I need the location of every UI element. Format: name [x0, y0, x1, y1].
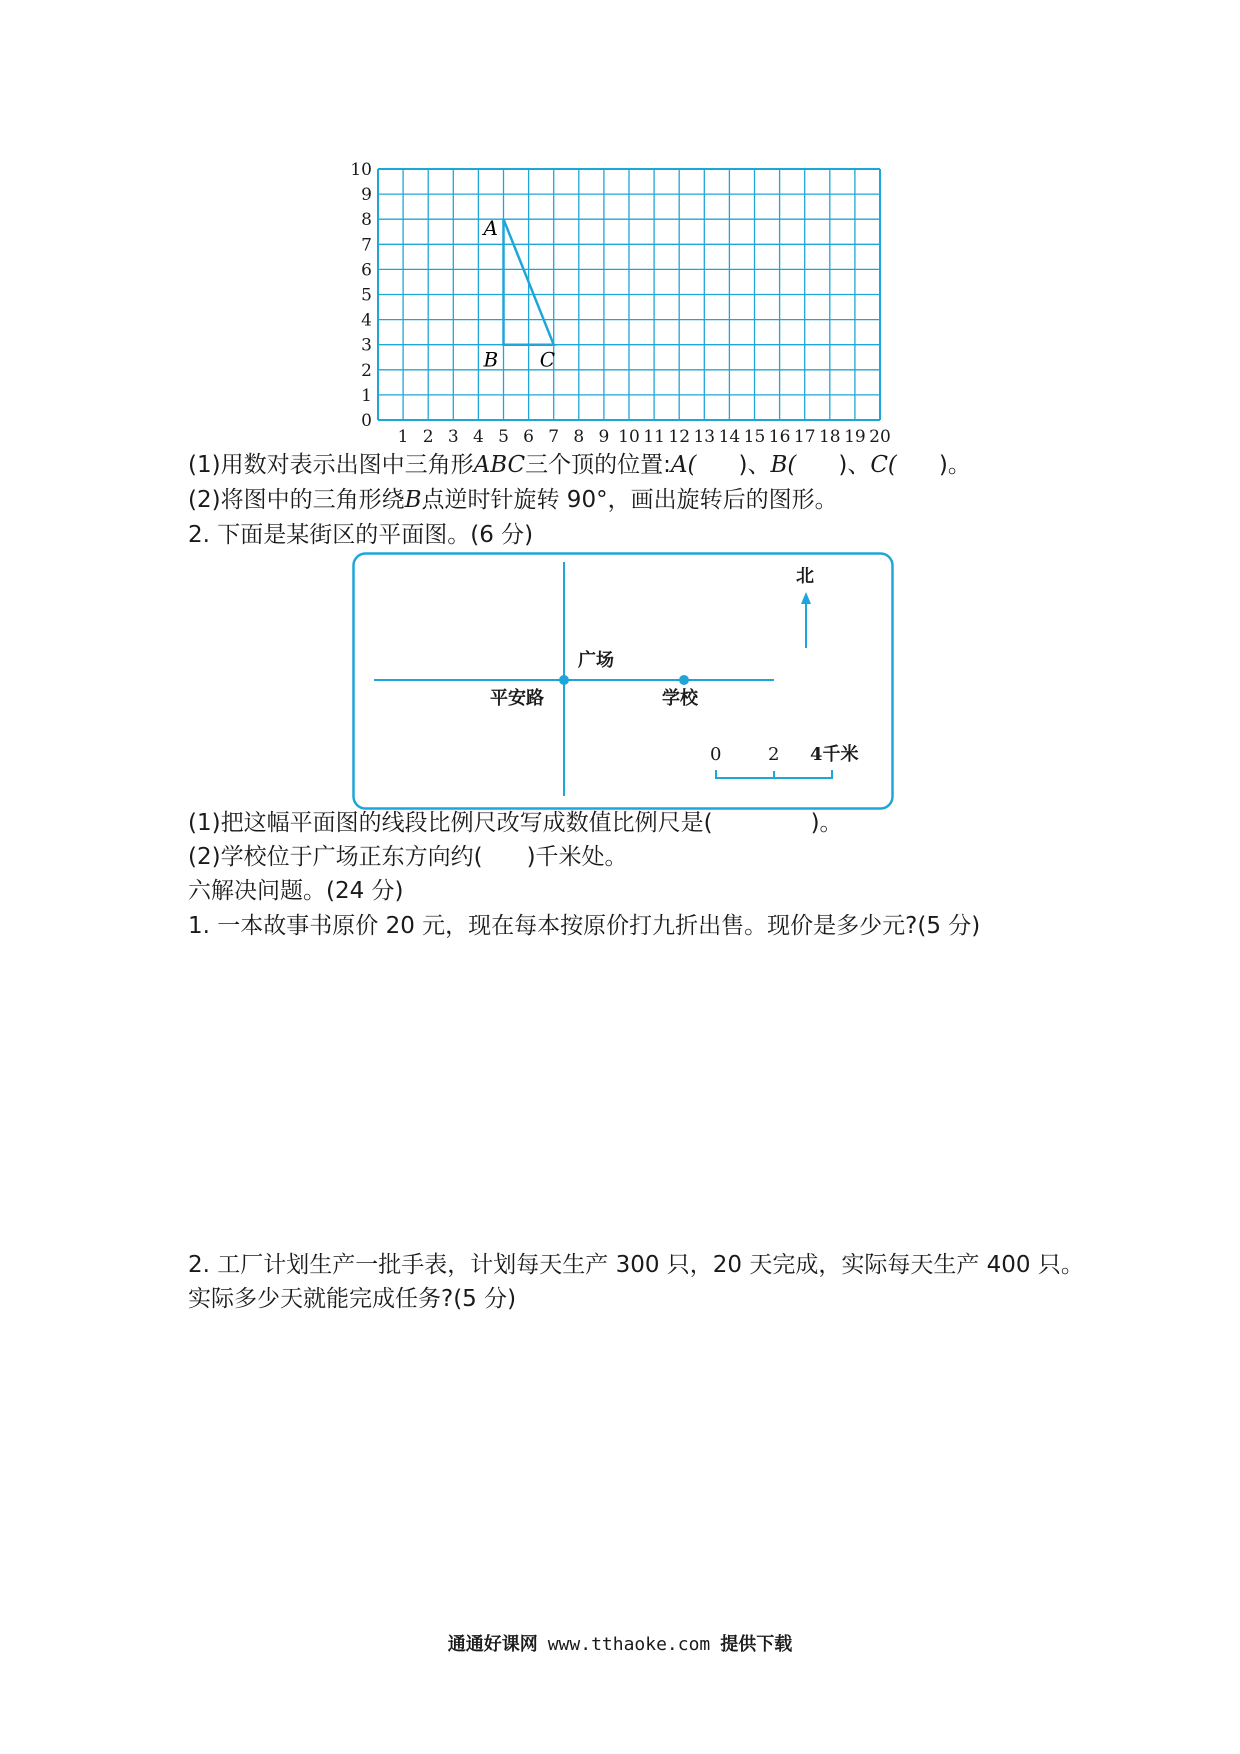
x-tick-label: 20 — [869, 427, 891, 447]
x-tick-label: 15 — [743, 427, 766, 447]
x-tick-label: 2 — [422, 427, 434, 447]
road-label: 平安路 — [490, 688, 544, 709]
answer-c-open: C( — [870, 452, 897, 478]
x-tick-label: 3 — [447, 427, 459, 447]
y-tick-label: 0 — [361, 411, 372, 431]
q2-part1 — [188, 808, 843, 838]
coordinate-grid — [340, 150, 900, 450]
scale-label-2: 2 — [768, 744, 780, 765]
y-tick-label: 1 — [361, 385, 372, 406]
plaza-label: 广场 — [578, 650, 614, 671]
footer — [0, 1630, 1240, 1656]
answer-a-open: A( — [670, 452, 697, 478]
section6-title: 六解决问题。(24 分) — [188, 878, 404, 904]
x-tick-label: 1 — [397, 427, 409, 447]
point-a-label: A — [483, 216, 498, 241]
school-label: 学校 — [662, 688, 698, 709]
x-tick-label: 18 — [818, 427, 841, 447]
q2-part2-text: (2)学校位于广场正东方向约( — [188, 844, 483, 870]
q1-part1-prefix: (1)用数对表示出图中三角形 — [188, 452, 474, 478]
point-b-label: B — [483, 347, 499, 372]
q1-part1-mid: 三个顶的位置: — [525, 452, 671, 478]
q1-part2-prefix: (2)将图中的三角形绕 — [188, 487, 405, 513]
y-tick-label: 9 — [361, 185, 372, 206]
school-dot — [679, 675, 689, 685]
x-tick-label: 11 — [643, 427, 665, 447]
street-map — [352, 552, 894, 810]
q2-part1-text: (1)把这幅平面图的线段比例尺改写成数值比例尺是( — [188, 810, 713, 836]
x-tick-label: 12 — [668, 427, 691, 447]
plaza-dot — [559, 675, 569, 685]
q2-part2-end: )千米处。 — [526, 844, 628, 870]
x-tick-label: 10 — [618, 427, 640, 447]
answer-c-close: )。 — [938, 452, 971, 478]
x-tick-label: 6 — [523, 427, 535, 447]
y-tick-label: 3 — [361, 335, 372, 356]
x-tick-label: 5 — [498, 427, 509, 447]
scale-label-0: 0 — [710, 744, 722, 765]
q2-part2 — [188, 842, 628, 872]
problem1: 1. 一本故事书原价 20 元，现在每本按原价打九折出售。现价是多少元?(5 分) — [188, 913, 981, 939]
x-tick-label: 13 — [693, 427, 716, 447]
north-arrowhead-icon — [801, 592, 811, 604]
y-tick-label: 6 — [361, 260, 372, 281]
y-tick-label: 5 — [361, 285, 372, 306]
footer-site: 通通好课网 — [447, 1634, 538, 1655]
problem2-line1: 2. 工厂计划生产一批手表，计划每天生产 300 只，20 天完成，实际每天生产 400 只。 — [188, 1252, 1084, 1278]
q2-title: 2. 下面是某街区的平面图。(6 分) — [188, 522, 534, 548]
y-tick-label: 4 — [361, 310, 372, 331]
footer-url[interactable]: www.tthaoke.com — [547, 1634, 711, 1655]
x-tick-label: 14 — [718, 427, 741, 447]
q1-part2 — [188, 485, 838, 515]
answer-b-close: )、 — [838, 452, 871, 478]
y-tick-label: 8 — [361, 210, 372, 231]
answer-a-close: )、 — [738, 452, 771, 478]
y-tick-label: 7 — [361, 235, 372, 256]
x-tick-label: 19 — [844, 427, 866, 447]
problem1-answer-area[interactable] — [188, 950, 1048, 1240]
y-axis-labels — [350, 160, 372, 431]
x-tick-label: 8 — [573, 427, 585, 447]
q1-part2-rest: 点逆时针旋转 90°，画出旋转后的图形。 — [421, 487, 838, 513]
north-label: 北 — [796, 566, 814, 587]
q2-part1-end: )。 — [810, 810, 843, 836]
y-tick-label: 10 — [350, 160, 372, 180]
x-tick-label: 9 — [598, 427, 610, 447]
answer-b-open: B( — [770, 452, 797, 478]
y-tick-label: 2 — [361, 360, 372, 381]
footer-action: 提供下载 — [720, 1634, 793, 1655]
point-c-label: C — [539, 347, 556, 372]
problem2-line2: 实际多少天就能完成任务?(5 分) — [188, 1286, 517, 1312]
grid-lines — [378, 169, 880, 420]
x-tick-label: 17 — [793, 427, 816, 447]
scale-label-4km: 4千米 — [810, 744, 859, 765]
q1-part1 — [188, 450, 971, 480]
x-tick-label: 4 — [472, 427, 484, 447]
x-axis-labels — [398, 427, 891, 447]
x-tick-label: 7 — [548, 427, 560, 447]
x-tick-label: 16 — [768, 427, 791, 447]
q1-triangle-name: ABC — [473, 452, 526, 478]
q1-part2-point: B — [404, 487, 422, 513]
problem2-answer-area[interactable] — [188, 1322, 1048, 1612]
